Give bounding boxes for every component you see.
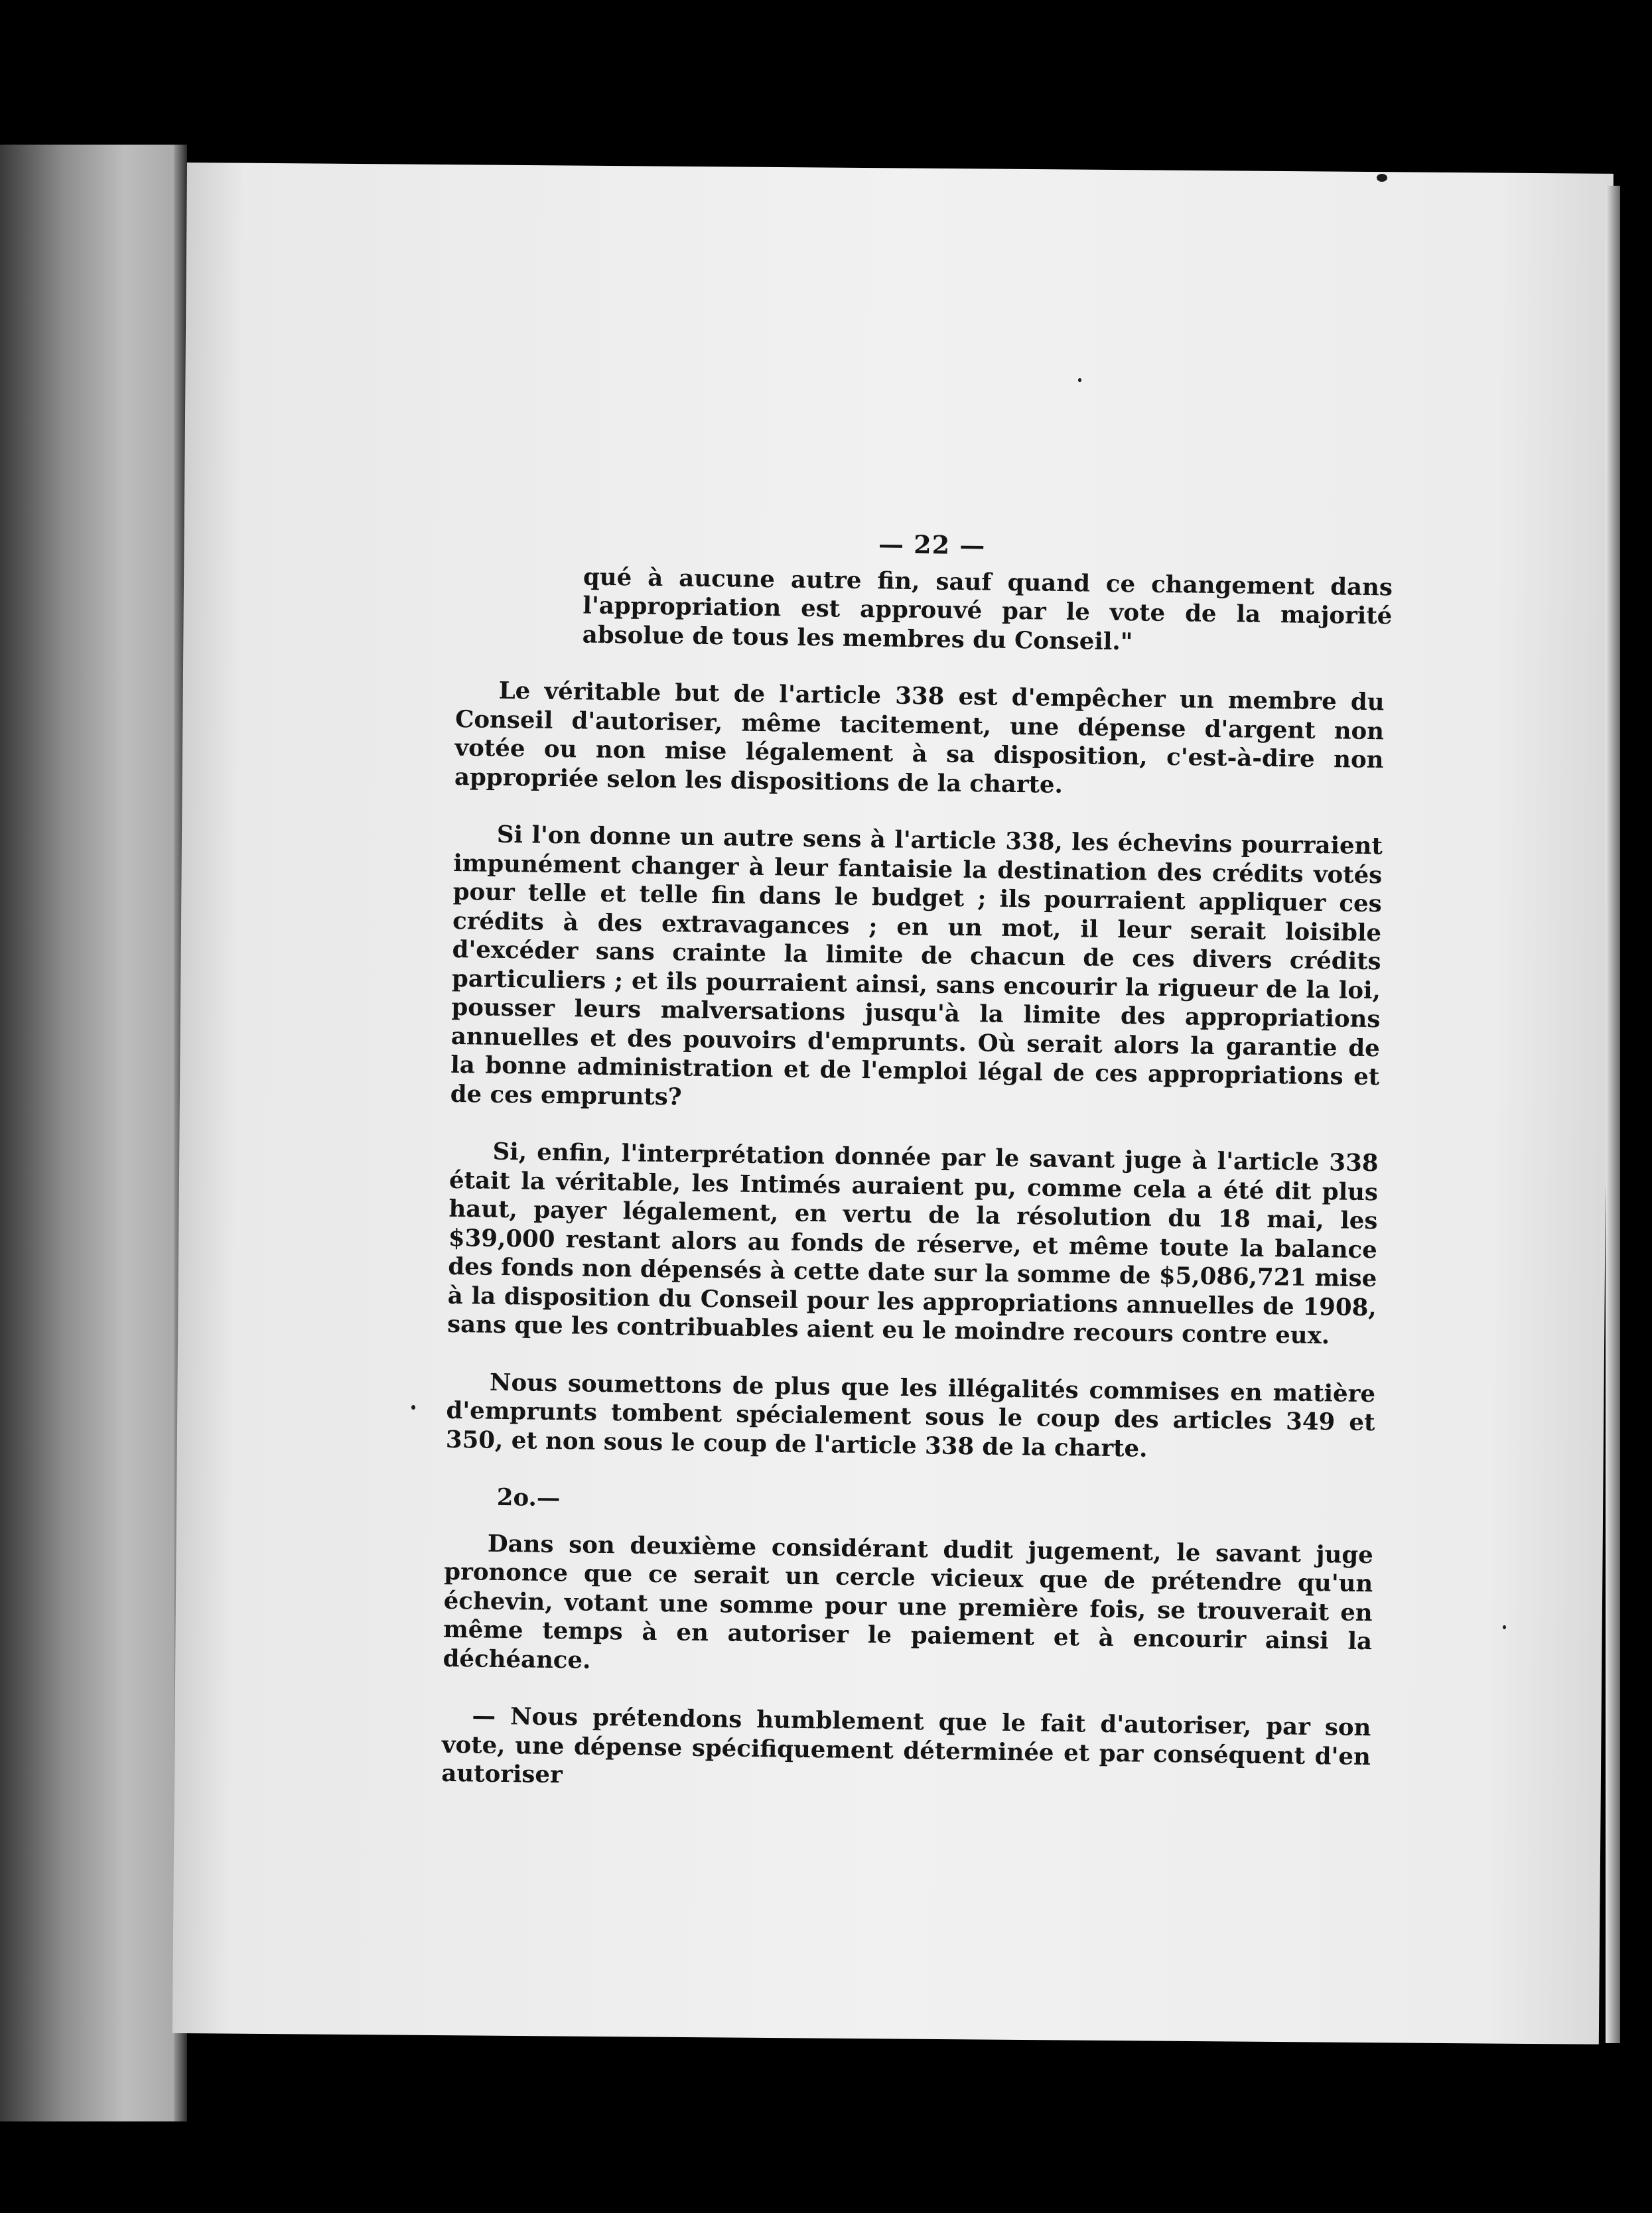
right-page-edge: [1606, 186, 1620, 2043]
paragraph: Si l'on donne un autre sens à l'article 338, les échevins pourraient impunément changer à leur fantaisie la destination des crédits votés pour telle et telle fin dans le budget ; ils pourraient appliquer ces crédits à des extravagances ; en un mot, il leur serait loisible d'excéder sans crainte la limite de chacun de ces divers crédits particuliers ; et ils pourraient ainsi, sans encourir la rigueur de la loi, pousser leurs malversations jusqu'à la limite des appropriations annuelles et des pouvoirs d'emprunts. Où serait alors la garantie de la bonne administration et de l'emploi légal de ces appropriations et de ces emprunts?: [450, 821, 1383, 1110]
page-speck: [1078, 378, 1081, 382]
page-speck: [1503, 1625, 1506, 1629]
page-number: — 22 —: [878, 529, 986, 561]
page-speck: [411, 1405, 415, 1410]
paragraph: Nous soumettons de plus que les illégalités commises en matière d'emprunts tombent spécialement sous le coup des articles 349 et 350, et non sous le coup de l'article 338 de la charte.: [445, 1369, 1376, 1463]
page-speck: [1377, 174, 1387, 182]
paragraph: Dans son deuxième considérant dudit jugement, le savant juge prononce que ce serait un cercle vicieux que de prétendre qu'un échevin, votant une somme pour une première fois, se trouverait en même temps à en autoriser le paiement et à encourir ainsi la déchéance.: [443, 1530, 1374, 1674]
paragraph: Si, enfin, l'interprétation donnée par le savant juge à l'article 338 était la véritable, les Intimés auraient pu, comme cela a été dit plus haut, payer légalement, en vertu de la résolution du 18 mai, les $39,000 restant alors au fonds de réserve, et même toute la balance des fonds non dépensés à cette date sur la somme de $5,086,721 mise à la disposition du Conseil pour les appropriations annuelles de 1908, sans que les contribuables aient eu le moindre recours contre eux.: [447, 1138, 1379, 1350]
left-page: [0, 145, 179, 2121]
page-text: [441, 524, 1393, 1800]
paragraph: Le véritable but de l'article 338 est d'empêcher un membre du Conseil d'autoriser, même tacitement, une dépense d'argent non votée ou non mise légalement à sa disposition, c'est-à-dire non appropriée selon les dispositions de la charte.: [454, 677, 1385, 799]
section-marker: 2o.—: [496, 1483, 561, 1512]
paragraph: — Nous prétendons humblement que le fait d'autoriser, par son vote, une dépense spécifiquement déterminée et par conséquent d'en autoriser: [441, 1702, 1371, 1789]
paragraph: qué à aucune autre fin, sauf quand ce changement dans l'appropriation est approuvé par le vote de la majorité absolue de tous les membres du Conseil.": [582, 563, 1393, 655]
